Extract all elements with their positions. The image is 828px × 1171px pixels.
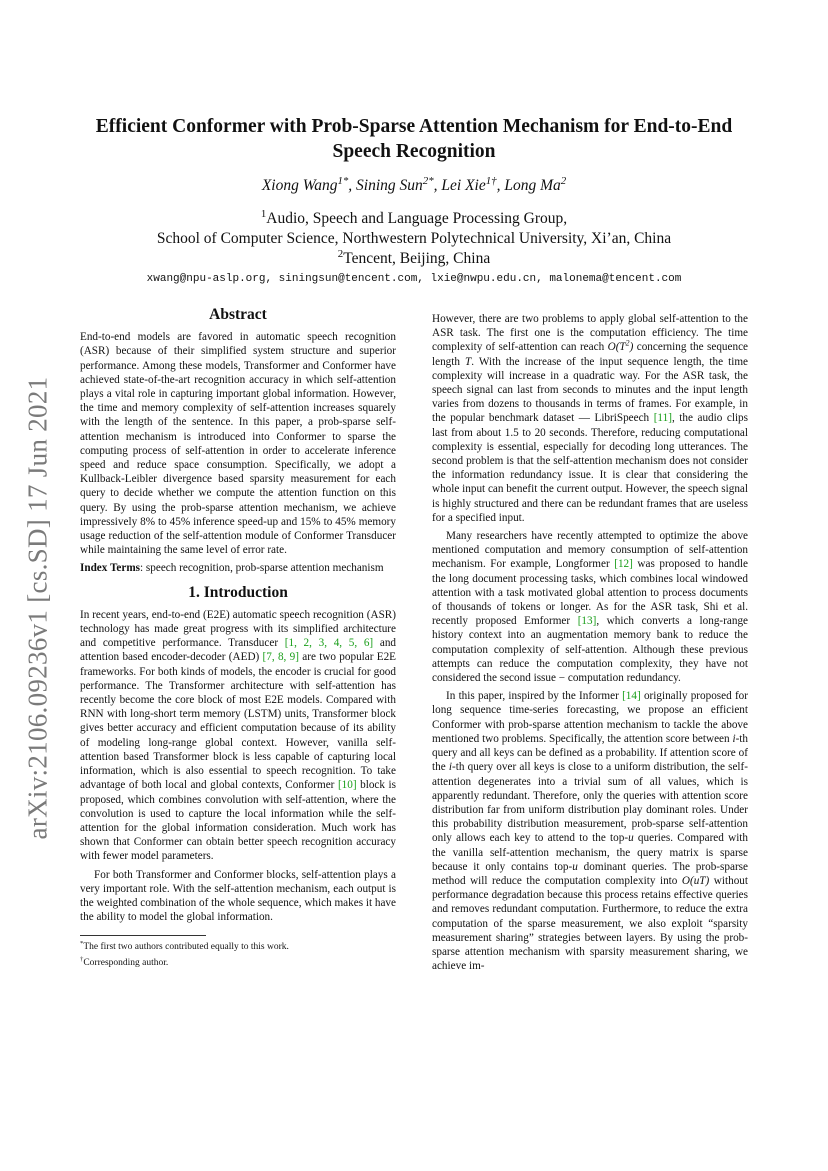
citation-link[interactable]: [12]	[614, 558, 633, 571]
text-run: block is proposed, which combines convolution with self-attention, where the convolution is used to capture the local information while the self-attention for the global information consideration. Much work has shown that Conformer can obtain better speech recognition accuracy with fewer model parameters.	[80, 779, 396, 863]
author-mark: 2	[560, 174, 567, 187]
body-paragraph-2	[432, 529, 748, 685]
math-variable: T	[465, 355, 472, 368]
affiliation-text: Audio, Speech and Language Processing Group,	[266, 210, 568, 227]
text-run: , the audio clips last from about 1.5 to 20 seconds. Therefore, reducing computational complexity is essential, especially for decoding long utterances. The second problem is that the self-attention mechanism does not consider the information redundancy issue. It is clear that considering the whole input can benefit the current output. However, the speech signal is highly structured and there can be redundant frames that are useless for a specified input.	[432, 412, 749, 524]
text-run: -th query over all keys is close to a uniform distribution, the self-attention degenerates into a trivial sum of all values, which is apparently redundant. Therefore, only the queries with attention score distribution far from uniform distribution play dominant roles. Under this probability distribution measurement, prob-sparse self-attention only allows each key to attend to the top-	[432, 761, 748, 845]
footnote-text: Corresponding author.	[83, 958, 169, 969]
index-terms	[80, 561, 396, 575]
text-run: Many researchers have recently attempted to optimize the above mentioned computation and memory consumption of self-attention mechanism. For example, Longformer	[432, 530, 748, 571]
citation-link[interactable]: [1, 2, 3, 4, 5, 6]	[284, 637, 374, 650]
index-terms-label: Index Terms	[80, 562, 140, 575]
body-paragraph-1	[432, 312, 748, 525]
math-variable: u	[572, 860, 578, 873]
math-exponent: 2	[625, 338, 630, 348]
author-name: Lei Xie	[441, 177, 486, 194]
left-column	[80, 308, 396, 973]
author-mark: 1*	[337, 174, 349, 187]
author-emails: xwang@npu-aslp.org, siningsun@tencent.com, lxie@nwpu.edu.cn, malonema@tencent.com	[146, 273, 682, 285]
citation-link[interactable]: [11]	[653, 412, 672, 425]
text-run: , which converts a long-range history context into an augmentation memory bank to reduce the computation complexity of self-attention. Although these previous attempts can reduce the computation complexity, they have not considered the second issue − computation redundancy.	[432, 615, 749, 685]
math-complexity: O(uT)	[681, 874, 710, 887]
author-name: Xiong Wang	[261, 177, 338, 194]
arxiv-identifier-text: arXiv:2106.09236v1 [cs.SD] 17 Jun 2021	[22, 376, 53, 840]
affiliation-line	[80, 249, 748, 269]
affiliation-mark: 2	[337, 247, 344, 260]
author-name: Long Ma	[504, 177, 561, 194]
author-mark: 1†	[485, 174, 497, 187]
text-run: concerning the sequence length	[432, 341, 748, 368]
affiliations	[80, 209, 748, 269]
math-complexity	[607, 338, 634, 354]
intro-paragraph-1	[80, 608, 396, 864]
paper-title: Efficient Conformer with Prob-Sparse Attention Mechanism for End-to-End Speech Recognition	[95, 116, 733, 162]
author-mark: 2*	[422, 174, 434, 187]
citation-link[interactable]: [14]	[622, 690, 641, 703]
citation-link[interactable]: [10]	[337, 779, 357, 792]
footnote-corresponding-author	[80, 957, 396, 969]
math-variable: u	[628, 832, 634, 845]
affiliation-text: Tencent, Beijing, China	[343, 250, 491, 267]
arxiv-identifier	[18, 368, 58, 848]
affiliation-text: School of Computer Science, Northwestern Polytechnical University, Xi’an, China	[156, 230, 672, 247]
text-run: dominant queries. The prob-sparse method will reduce the computation complexity into	[432, 860, 748, 887]
abstract-text: End-to-end models are favored in automatic speech recognition (ASR) because of their simplified system structure and superior performance. Among these models, Transformer and Conformer have achieved state-of-the-art recognition accuracy in which self-attention plays a vital role in capturing important global information. However, the time and memory complexity of self-attention increases squarely with the length of the sentence. In this paper, a prob-sparse self-attention mechanism is introduced into Conformer to sparse the computing process of self-attention in order to accelerate inference speed and reduce space consumption. Specifically, we adopt a Kullback-Leibler divergence based sparsity measurement for each query to decide whether we compute the attention function on this query. By using the prob-sparse attention mechanism, we achieve impressively 8% to 45% inference speed-up and 15% to 45% memory usage reduction of the self-attention module of Conformer Transducer while maintaining the same level of error rate.	[80, 331, 396, 557]
text-run: -th query and all keys can be defined as a probability. If attention score of the	[432, 732, 748, 774]
affiliation-mark: 1	[260, 207, 267, 220]
text-run: and attention based encoder-decoder (AED)	[80, 637, 397, 664]
footnote-text: The first two authors contributed equally to this work.	[83, 942, 289, 953]
right-column	[432, 312, 748, 977]
intro-paragraph-2: For both Transformer and Conformer blocks, self-attention plays a very important role. With the self-attention mechanism, each output is the weighted combination of the whole sequence, which makes it have the ability to model the global information.	[80, 868, 396, 924]
text-run: originally proposed for long sequence time-series forecasting, we propose an efficient Conformer with prob-sparse attention mechanism to tackle the above mentioned two problems. Specifically, the attention score between	[432, 690, 748, 745]
text-run: In this paper, inspired by the Informer	[446, 690, 623, 703]
introduction-heading: 1. Introduction	[188, 583, 288, 601]
affiliation-line	[80, 229, 748, 249]
text-run: are two popular E2E frameworks. For both kinds of models, the encoder is crucial for good performance. The Transformer architecture with self-attention has recently become the core block of most E2E models. Compared with RNN with long-short term memory (LSTM) units, Transformer block gives better accuracy and efficient computation because of its ability of modeling long-range global context. However, vanilla self-attention based Transformer block is less capable of capturing local information, which is also essential to speech recognition. To take advantage of both local and global contexts, Conformer	[80, 651, 397, 792]
affiliation-line	[80, 209, 748, 229]
math-variable: i	[448, 761, 452, 774]
abstract-heading: Abstract	[209, 306, 267, 323]
text-run: However, there are two problems to apply global self-attention to the ASR task. The first one is the computation efficiency. The time complexity of self-attention can reach	[432, 313, 748, 354]
author-list: Xiong Wang$^{1*}$, Sining Sun$^{2*}$, Lei Xie$^{1\dagger}$, Long Ma$^2$	[261, 174, 567, 194]
citation-link[interactable]: [7, 8, 9]	[262, 651, 299, 664]
math-text: O(T	[607, 341, 626, 354]
text-run: was proposed to handle the long document processing tasks, which combines local windowed attention with a task motivated global attention to process documents of thousands of tokens or longer. As for the ASR task, Shi et al. recently proposed Emformer	[432, 558, 748, 628]
math-text: )	[629, 341, 634, 354]
text-run: without performance degradation because this process retains effective queries and removes redundant computation. Furthermore, to reduce the extra computation of the sparse measurement, we also exploit “sparsity measurement sharing” strategies between layers. By using the prob-sparse attention mechanism with sparsity measurement sharing, we achieve im-	[432, 874, 748, 973]
footnote-mark: †	[80, 956, 84, 964]
math-variable: i	[732, 732, 736, 745]
citation-link[interactable]: [13]	[577, 615, 597, 628]
body-paragraph-3	[432, 689, 748, 973]
text-run: . With the increase of the input sequence length, the time complexity will increase in a quadratic way. For the ASR task, the speech signal can last from seconds to minutes and the input length varies from dozens to thousands in terms of frames. For example, in the popular benchmark dataset — LibriSpeech	[432, 355, 748, 425]
footnote-equal-contribution	[80, 941, 396, 953]
text-run: In recent years, end-to-end (E2E) automatic speech recognition (ASR) technology has made great progress with its simplified architecture and competitive performance. Transducer	[80, 608, 396, 650]
footnote-rule	[80, 935, 206, 936]
footnote-mark: *	[80, 940, 84, 948]
text-run: queries. Compared with the vanilla self-attention mechanism, the query matrix is sparse because it only contains top-	[432, 832, 748, 873]
author-name: Sining Sun	[356, 177, 423, 194]
index-terms-text: : speech recognition, prob-sparse attention mechanism	[140, 562, 384, 575]
